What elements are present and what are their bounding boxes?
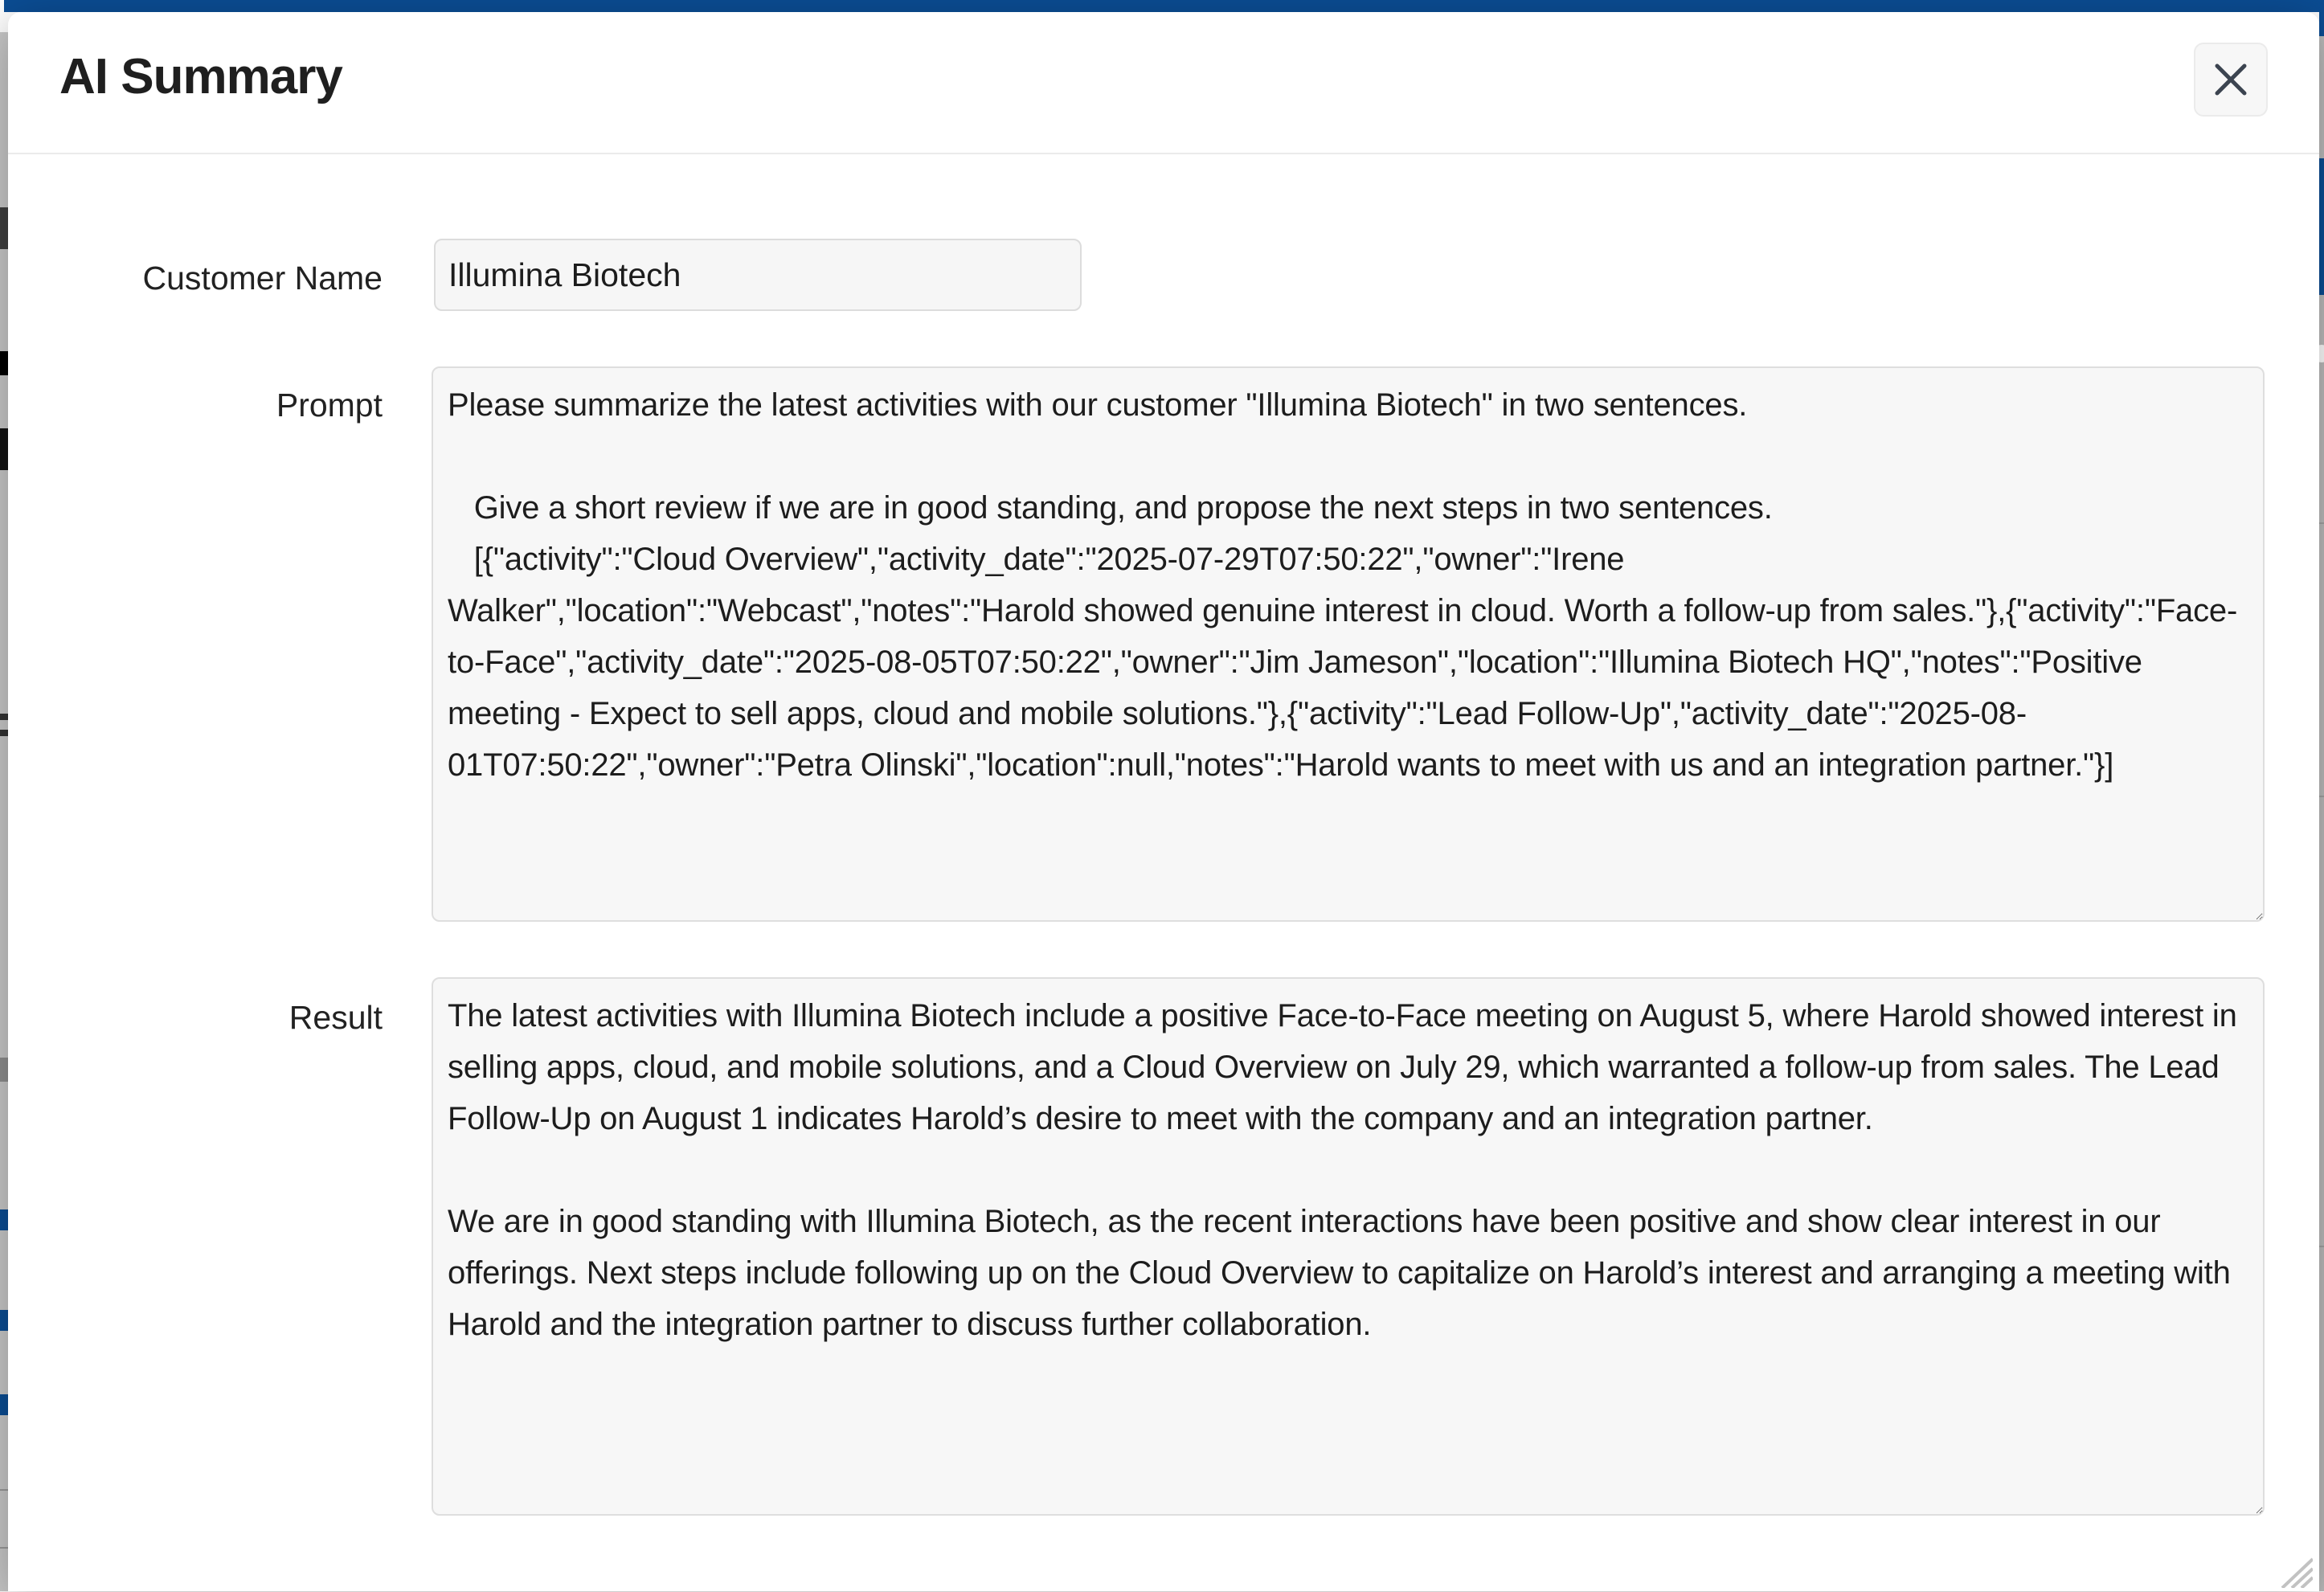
background-app-header-bar: [4, 0, 2324, 12]
background-fragment: [0, 1394, 8, 1415]
background-page-left-edge: [0, 32, 8, 1591]
background-fragment: [2319, 12, 2324, 36]
background-fragment: [2319, 158, 2324, 295]
background-fragment: [0, 1209, 8, 1230]
customer-name-label: Customer Name: [59, 257, 383, 299]
background-fragment: [2319, 522, 2324, 524]
background-fragment: [0, 207, 8, 249]
close-button[interactable]: [2194, 43, 2268, 117]
dialog-header: [8, 12, 2319, 154]
background-fragment: [0, 730, 8, 736]
prompt-textarea[interactable]: [432, 366, 2265, 922]
prompt-label: Prompt: [59, 384, 383, 426]
result-label: Result: [59, 997, 383, 1038]
background-fragment: [0, 1058, 8, 1082]
background-fragment: [0, 1310, 8, 1331]
dialog-resize-handle[interactable]: [2277, 1556, 2313, 1588]
background-fragment: [0, 1547, 8, 1549]
customer-name-input[interactable]: [434, 239, 1082, 311]
dialog-title: AI Summary: [59, 52, 342, 102]
background-fragment: [0, 714, 8, 720]
background-fragment: [0, 351, 8, 375]
background-fragment: [2319, 796, 2324, 797]
x-icon: [2212, 61, 2249, 98]
background-fragment: [0, 1489, 8, 1491]
background-page-right-edge: [2319, 12, 2324, 1591]
background-fragment: [0, 428, 8, 470]
result-textarea[interactable]: [432, 977, 2265, 1516]
ai-summary-dialog: [8, 12, 2319, 1591]
background-fragment: [2319, 1246, 2324, 1247]
